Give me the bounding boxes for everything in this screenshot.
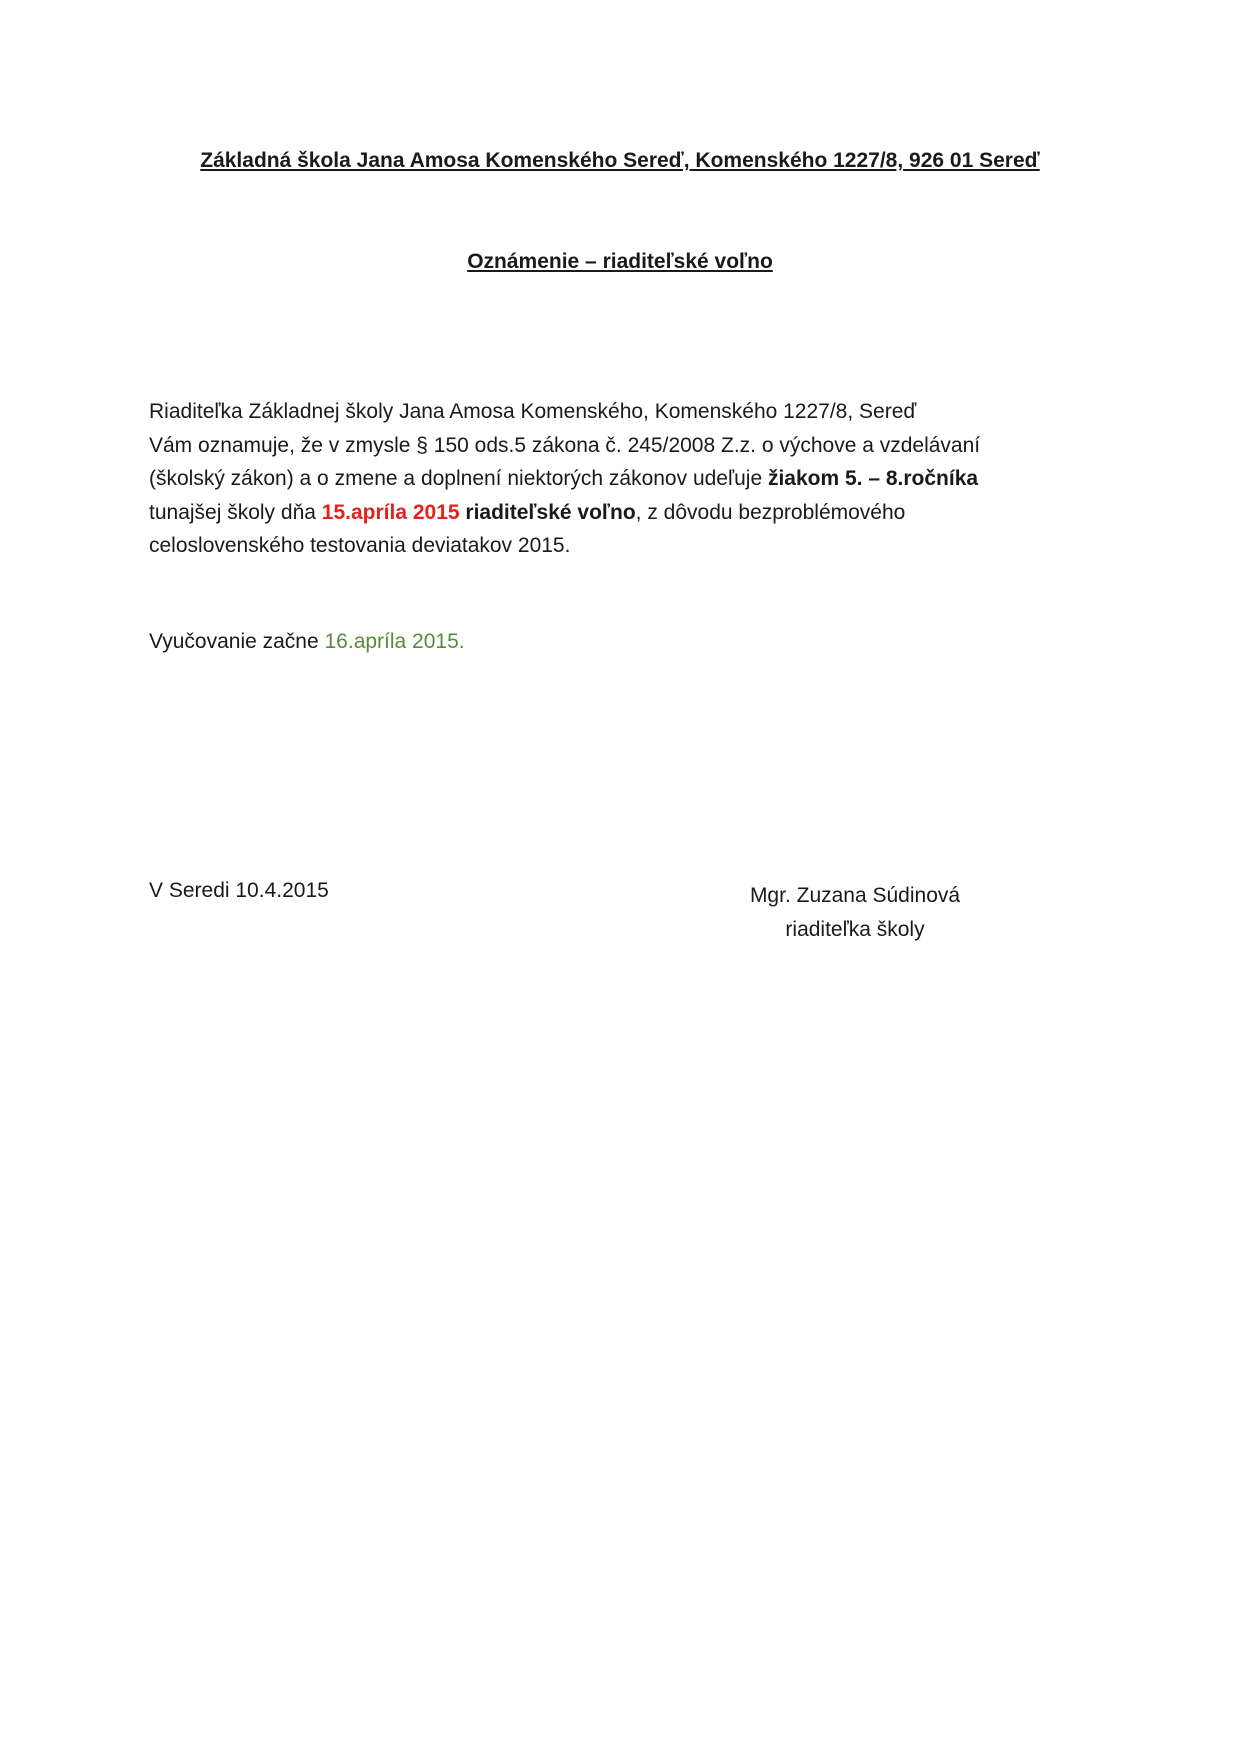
- law-reference-text: (školský zákon) a o zmene a doplnení niektorých zákonov udeľuje: [149, 467, 768, 490]
- school-day-text: tunajšej školy dňa: [149, 500, 322, 524]
- paragraph-line-4: [149, 496, 1109, 530]
- paragraph-line-5: celoslovenského testovania deviatakov 2015.: [149, 534, 571, 557]
- place-and-date: V Seredi 10.4.2015: [149, 879, 329, 902]
- paragraph-line-1: Riaditeľka Základnej školy Jana Amosa Komenského, Komenského 1227/8, Sereď: [149, 400, 917, 423]
- classes-resume-date: 16.apríla 2015.: [324, 630, 465, 653]
- announcement-paragraph: [149, 395, 1109, 563]
- signer-name: Mgr. Zuzana Súdinová: [749, 884, 961, 907]
- signer-role: riaditeľka školy: [785, 917, 925, 941]
- signature-block: [740, 879, 970, 946]
- school-header: Základná škola Jana Amosa Komenského Sereď, Komenského 1227/8, 926 01 Sereď: [200, 149, 1040, 172]
- classes-resume-label: Vyučovanie začne: [149, 630, 325, 653]
- paragraph-line-3: [149, 462, 1109, 496]
- day-off-label: riaditeľské voľno: [465, 500, 636, 524]
- classes-resume-line: [149, 630, 465, 654]
- day-off-date: 15.apríla 2015: [321, 500, 460, 524]
- affected-grades: žiakom 5. – 8.ročníka: [767, 467, 979, 490]
- reason-text: , z dôvodu bezproblémového: [635, 500, 906, 524]
- paragraph-line-2: Vám oznamuje, že v zmysle § 150 ods.5 zákona č. 245/2008 Z.z. o výchove a vzdelávaní: [149, 433, 981, 457]
- document-title: Oznámenie – riaditeľské voľno: [467, 250, 773, 273]
